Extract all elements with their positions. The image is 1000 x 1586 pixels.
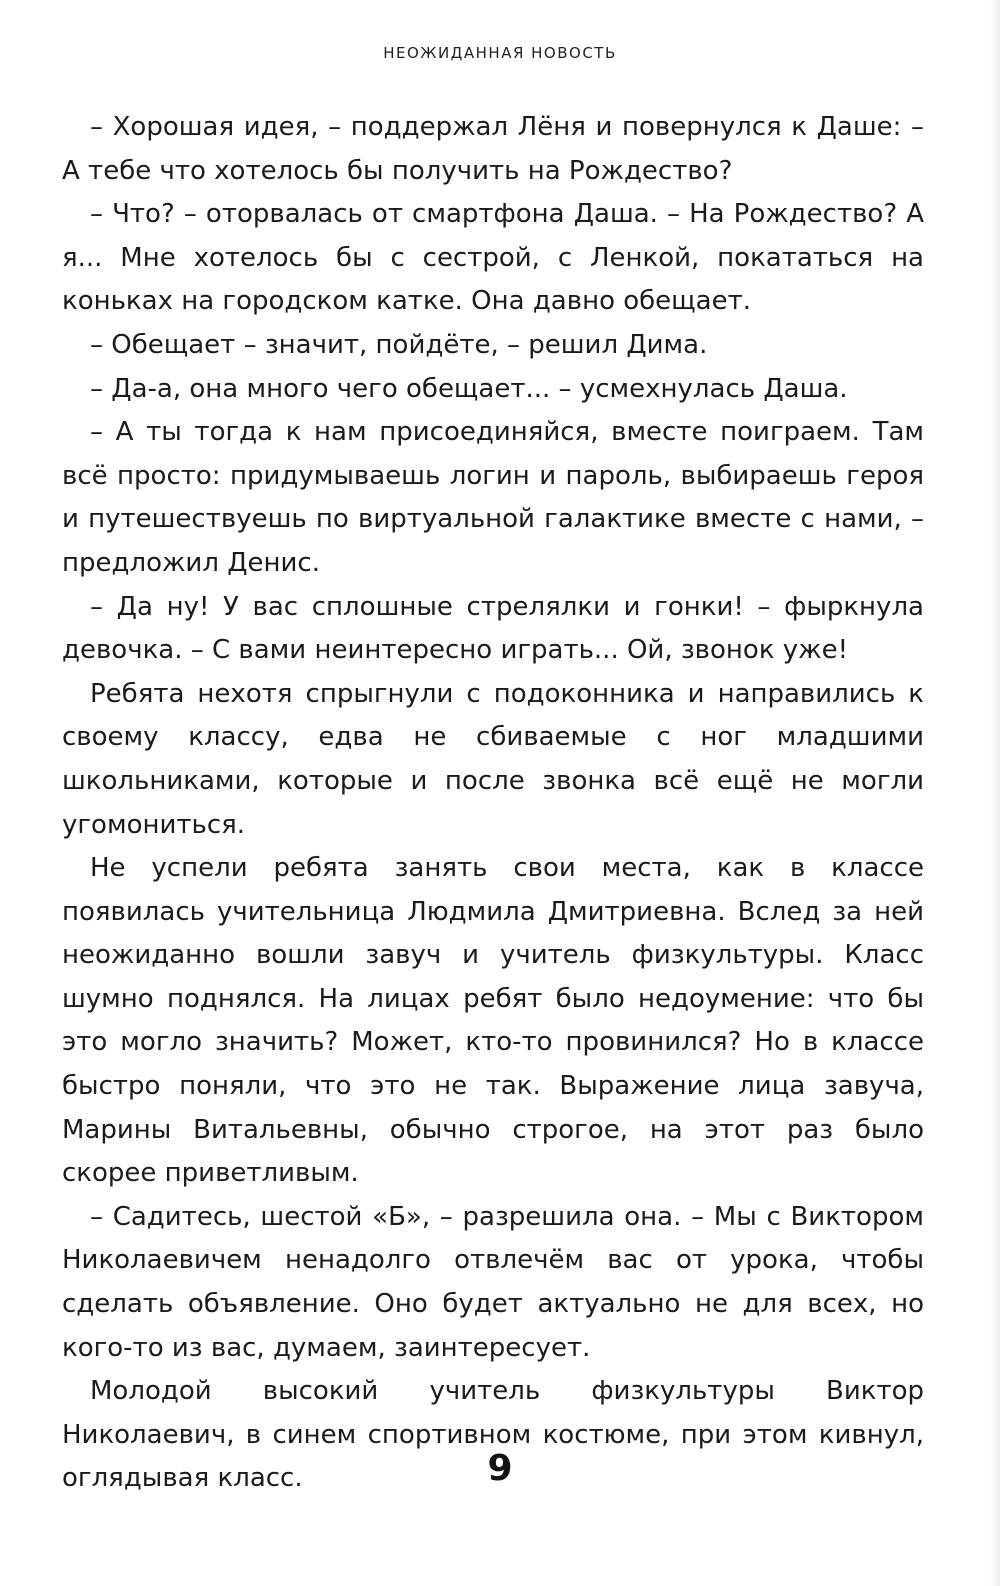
running-head: НЕОЖИДАННАЯ НОВОСТЬ (383, 44, 617, 62)
page-number: 9 (487, 1448, 513, 1489)
paragraph: – Садитесь, шестой «Б», – разрешила она. – Мы с Виктором Николаевичем ненадолго отвлечём вас от урока, чтобы сделать объявление. Оно будет актуально не для всех, но кого-то из вас, думаем, заинтересует. (62, 1201, 924, 1363)
paragraph: – Да ну! У вас сплошные стрелялки и гонки! – фыркнула девочка. – С вами неинтересно играть... Ой, звонок уже! (62, 591, 924, 666)
paragraph: – Что? – оторвалась от смартфона Даша. – На Рождество? А я... Мне хотелось бы с сестрой, с Ленкой, покататься на коньках на городском катке. Она давно обещает. (62, 199, 924, 317)
paragraph: – Хорошая идея, – поддержал Лёня и повернулся к Даше: – А тебе что хотелось бы получить на Рождество? (62, 112, 924, 186)
page-edge-shadow (990, 0, 1000, 1586)
paragraph: Молодой высокий учитель физкультуры Виктор Николаевич, в синем спортивном костюме, при этом кивнул, оглядывая класс. (62, 1376, 924, 1494)
paragraph: Не успели ребята занять свои места, как в классе появилась учительница Людмила Дмитриевна. Вслед за ней неожиданно вошли завуч и учитель физкультуры. Класс шумно поднялся. На лицах ребят было недоумение: что бы это могло значить? Может, кто-то провинился? Но в классе быстро поняли, что это не так. Выражение лица завуча, Марины Витальевны, обычно строгое, на этот раз было скорее приветливым. (62, 853, 924, 1189)
paragraph: Ребята нехотя спрыгнули с подоконника и направились к своему классу, едва не сбиваемые с ног младшими школьниками, которые и после звонка всё ещё не могли угомониться. (62, 678, 924, 840)
paragraph: – Обещает – значит, пойдёте, – решил Дима. (90, 329, 708, 360)
paragraph: – Да-а, она много чего обещает... – усмехнулась Даша. (90, 373, 848, 404)
paragraph: – А ты тогда к нам присоединяйся, вместе поиграем. Там всё просто: придумываешь логин и пароль, выбираешь героя и путешествуешь по виртуальной галактике вместе с нами, – предложил Денис. (62, 417, 924, 578)
body-text (62, 106, 924, 1501)
